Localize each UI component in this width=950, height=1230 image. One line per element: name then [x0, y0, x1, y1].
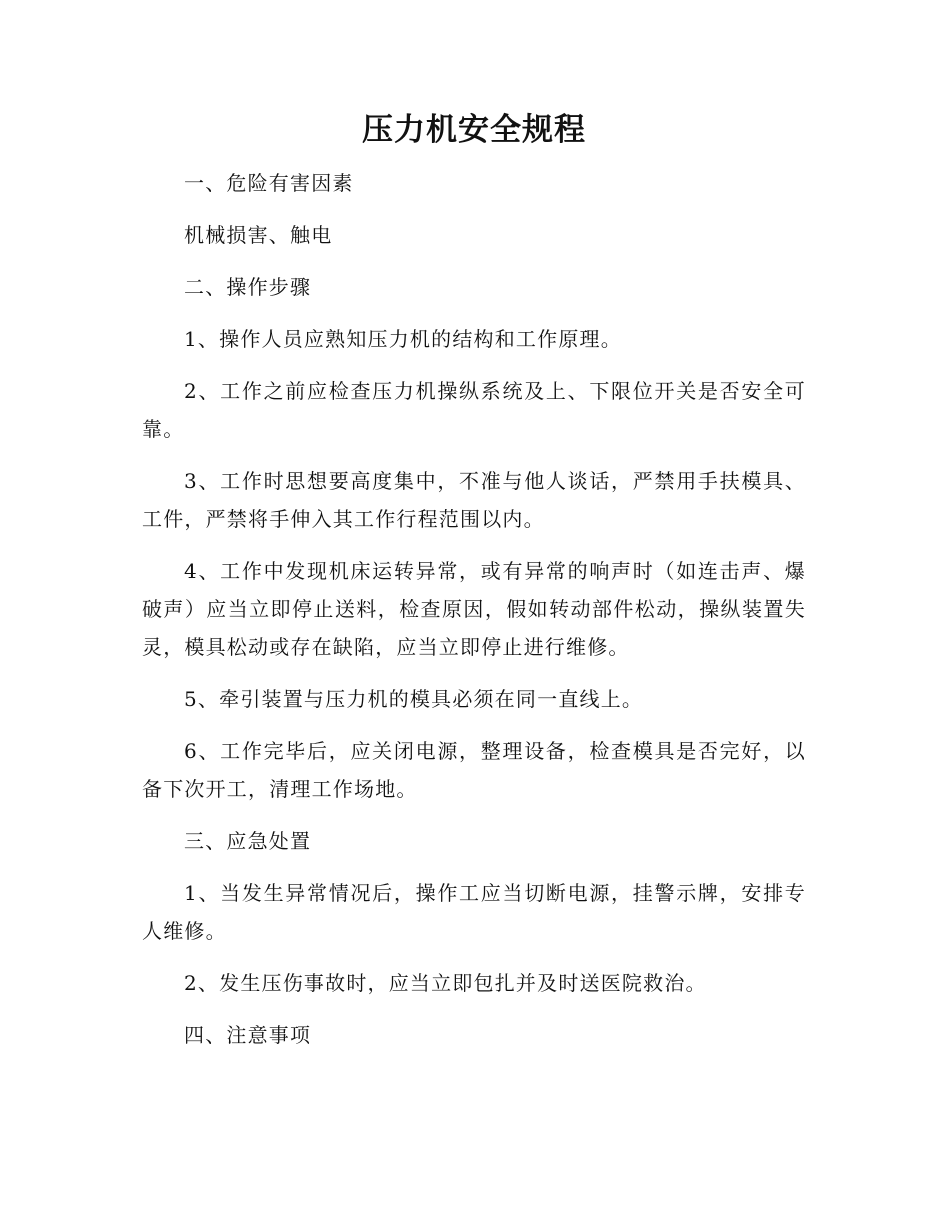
operation-step-4: 4、工作中发现机床运转异常，或有异常的响声时（如连击声、爆破声）应当立即停止送料，检查原因，假如转动部件松动，操纵装置失灵，模具松动或存在缺陷，应当立即停止进行维修。 [142, 559, 806, 659]
section-heading-emergency: 三、应急处置 [184, 829, 312, 853]
emergency-step-1: 1、当发生异常情况后，操作工应当切断电源，挂警示牌，安排专人维修。 [142, 881, 806, 943]
operation-step-2: 2、工作之前应检查压力机操纵系统及上、下限位开关是否安全可靠。 [142, 379, 806, 441]
section-heading-hazards: 一、危险有害因素 [184, 171, 354, 195]
document-title: 压力机安全规程 [362, 112, 586, 148]
section-heading-notes: 四、注意事项 [184, 1023, 312, 1047]
operation-step-5: 5、牵引装置与压力机的模具必须在同一直线上。 [184, 687, 644, 711]
operation-step-6: 6、工作完毕后，应关闭电源，整理设备，检查模具是否完好，以备下次开工，清理工作场地。 [142, 739, 806, 801]
document-body [142, 108, 806, 1068]
hazards-text: 机械损害、触电 [184, 223, 333, 247]
emergency-step-2: 2、发生压伤事故时，应当立即包扎并及时送医院救治。 [184, 971, 707, 995]
operation-step-1: 1、操作人员应熟知压力机的结构和工作原理。 [184, 327, 622, 351]
operation-step-3: 3、工作时思想要高度集中，不准与他人谈话，严禁用手扶模具、工件，严禁将手伸入其工作行程范围以内。 [142, 469, 806, 531]
section-heading-operation-steps: 二、操作步骤 [184, 275, 312, 299]
